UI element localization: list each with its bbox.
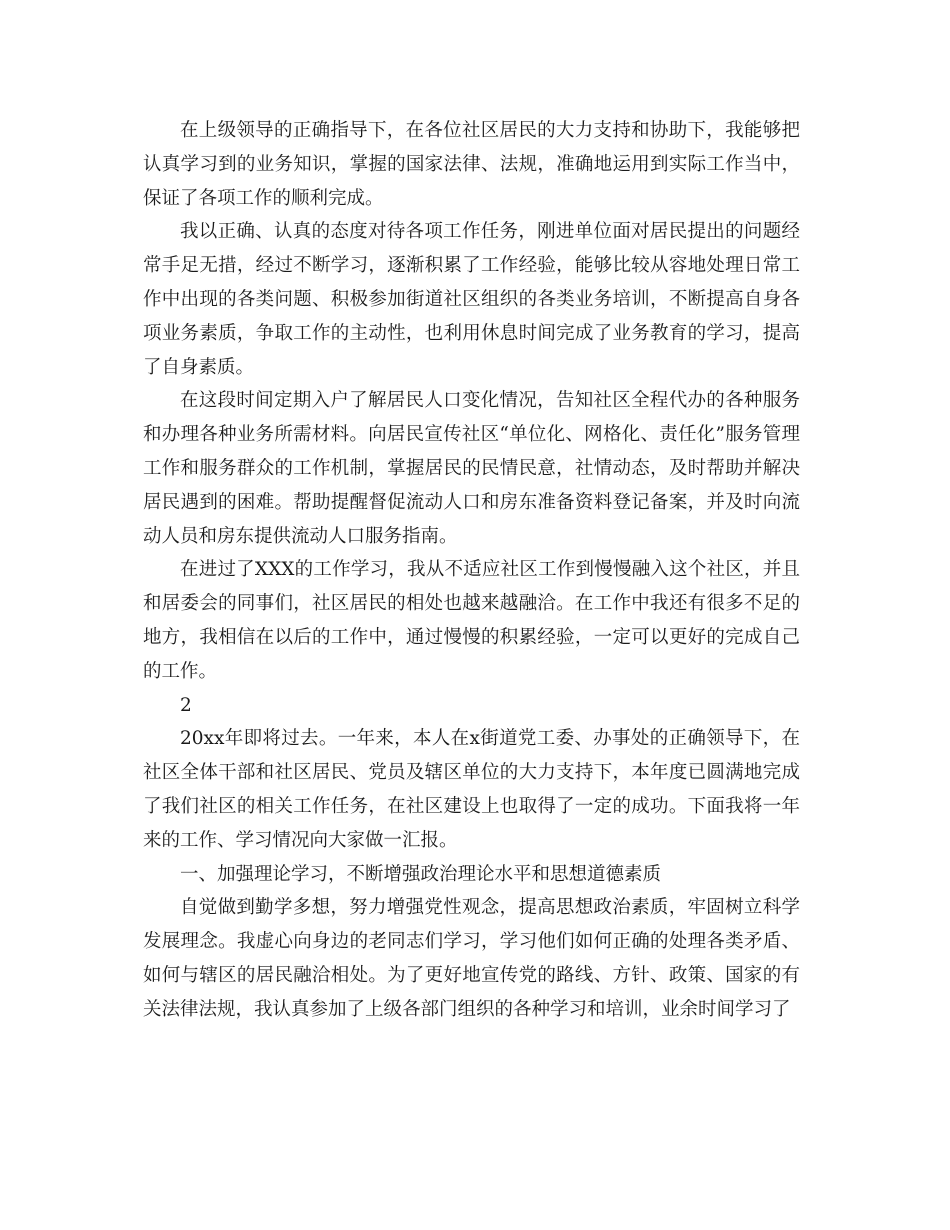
paragraph-integration: 在进过了XXX的工作学习，我从不适应社区工作到慢慢融入这个社区，并且和居委会的同事们，社区居民的相处也越来越融洽。在工作中我还有很多不足的地方，我相信在以后的工作中，通过慢慢的积累经验，一定可以更好的完成自己的工作。 [143, 559, 800, 682]
paragraph-community-guidance: 在上级领导的正确指导下，在各位社区居民的大力支持和协助下，我能够把认真学习到的业务知识，掌握的国家法律、法规，准确地运用到实际工作当中，保证了各项工作的顺利完成。 [143, 120, 800, 209]
paragraph-annual-report-intro: 20xx年即将过去。一年来，本人在x街道党工委、办事处的正确领导下，在社区全体干部和社区居民、党员及辖区单位的大力支持下，本年度已圆满地完成了我们社区的相关工作任务，在社区建设上也取得了一定的成功。下面我将一年来的工作、学习情况向大家做一汇报。 [143, 728, 800, 851]
paragraph-work-attitude: 我以正确、认真的态度对待各项工作任务，刚进单位面对居民提出的问题经常手足无措，经过不断学习，逐渐积累了工作经验，能够比较从容地处理日常工作中出现的各类问题、积极参加街道社区组织的各类业务培训，不断提高自身各项业务素质，争取工作的主动性，也利用休息时间完成了业务教育的学习，提高了自身素质。 [143, 221, 800, 378]
document-body [143, 114, 800, 1027]
section-heading-theory-study: 一、加强理论学习，不断增强政治理论水平和思想道德素质 [180, 863, 662, 885]
paragraph-self-study: 自觉做到勤学多想，努力增强党性观念，提高思想政治素质，牢固树立科学发展理念。我虚心向身边的老同志们学习，学习他们如何正确的处理各类矛盾、如何与辖区的居民融洽相处。为了更好地宣传党的路线、方针、政策、国家的有关法律法规，我认真参加了上级各部门组织的各种学习和培训，业余时间学习了 [143, 897, 800, 1020]
section-number: 2 [180, 694, 192, 716]
paragraph-household-visits: 在这段时间定期入户了解居民人口变化情况，告知社区全程代办的各种服务和办理各种业务所需材料。向居民宣传社区“单位化、网格化、责任化”服务管理工作和服务群众的工作机制，掌握居民的民情民意，社情动态，及时帮助并解决居民遇到的困难。帮助提醒督促流动人口和房东准备资料登记备案，并及时向流动人员和房东提供流动人口服务指南。 [143, 390, 800, 547]
